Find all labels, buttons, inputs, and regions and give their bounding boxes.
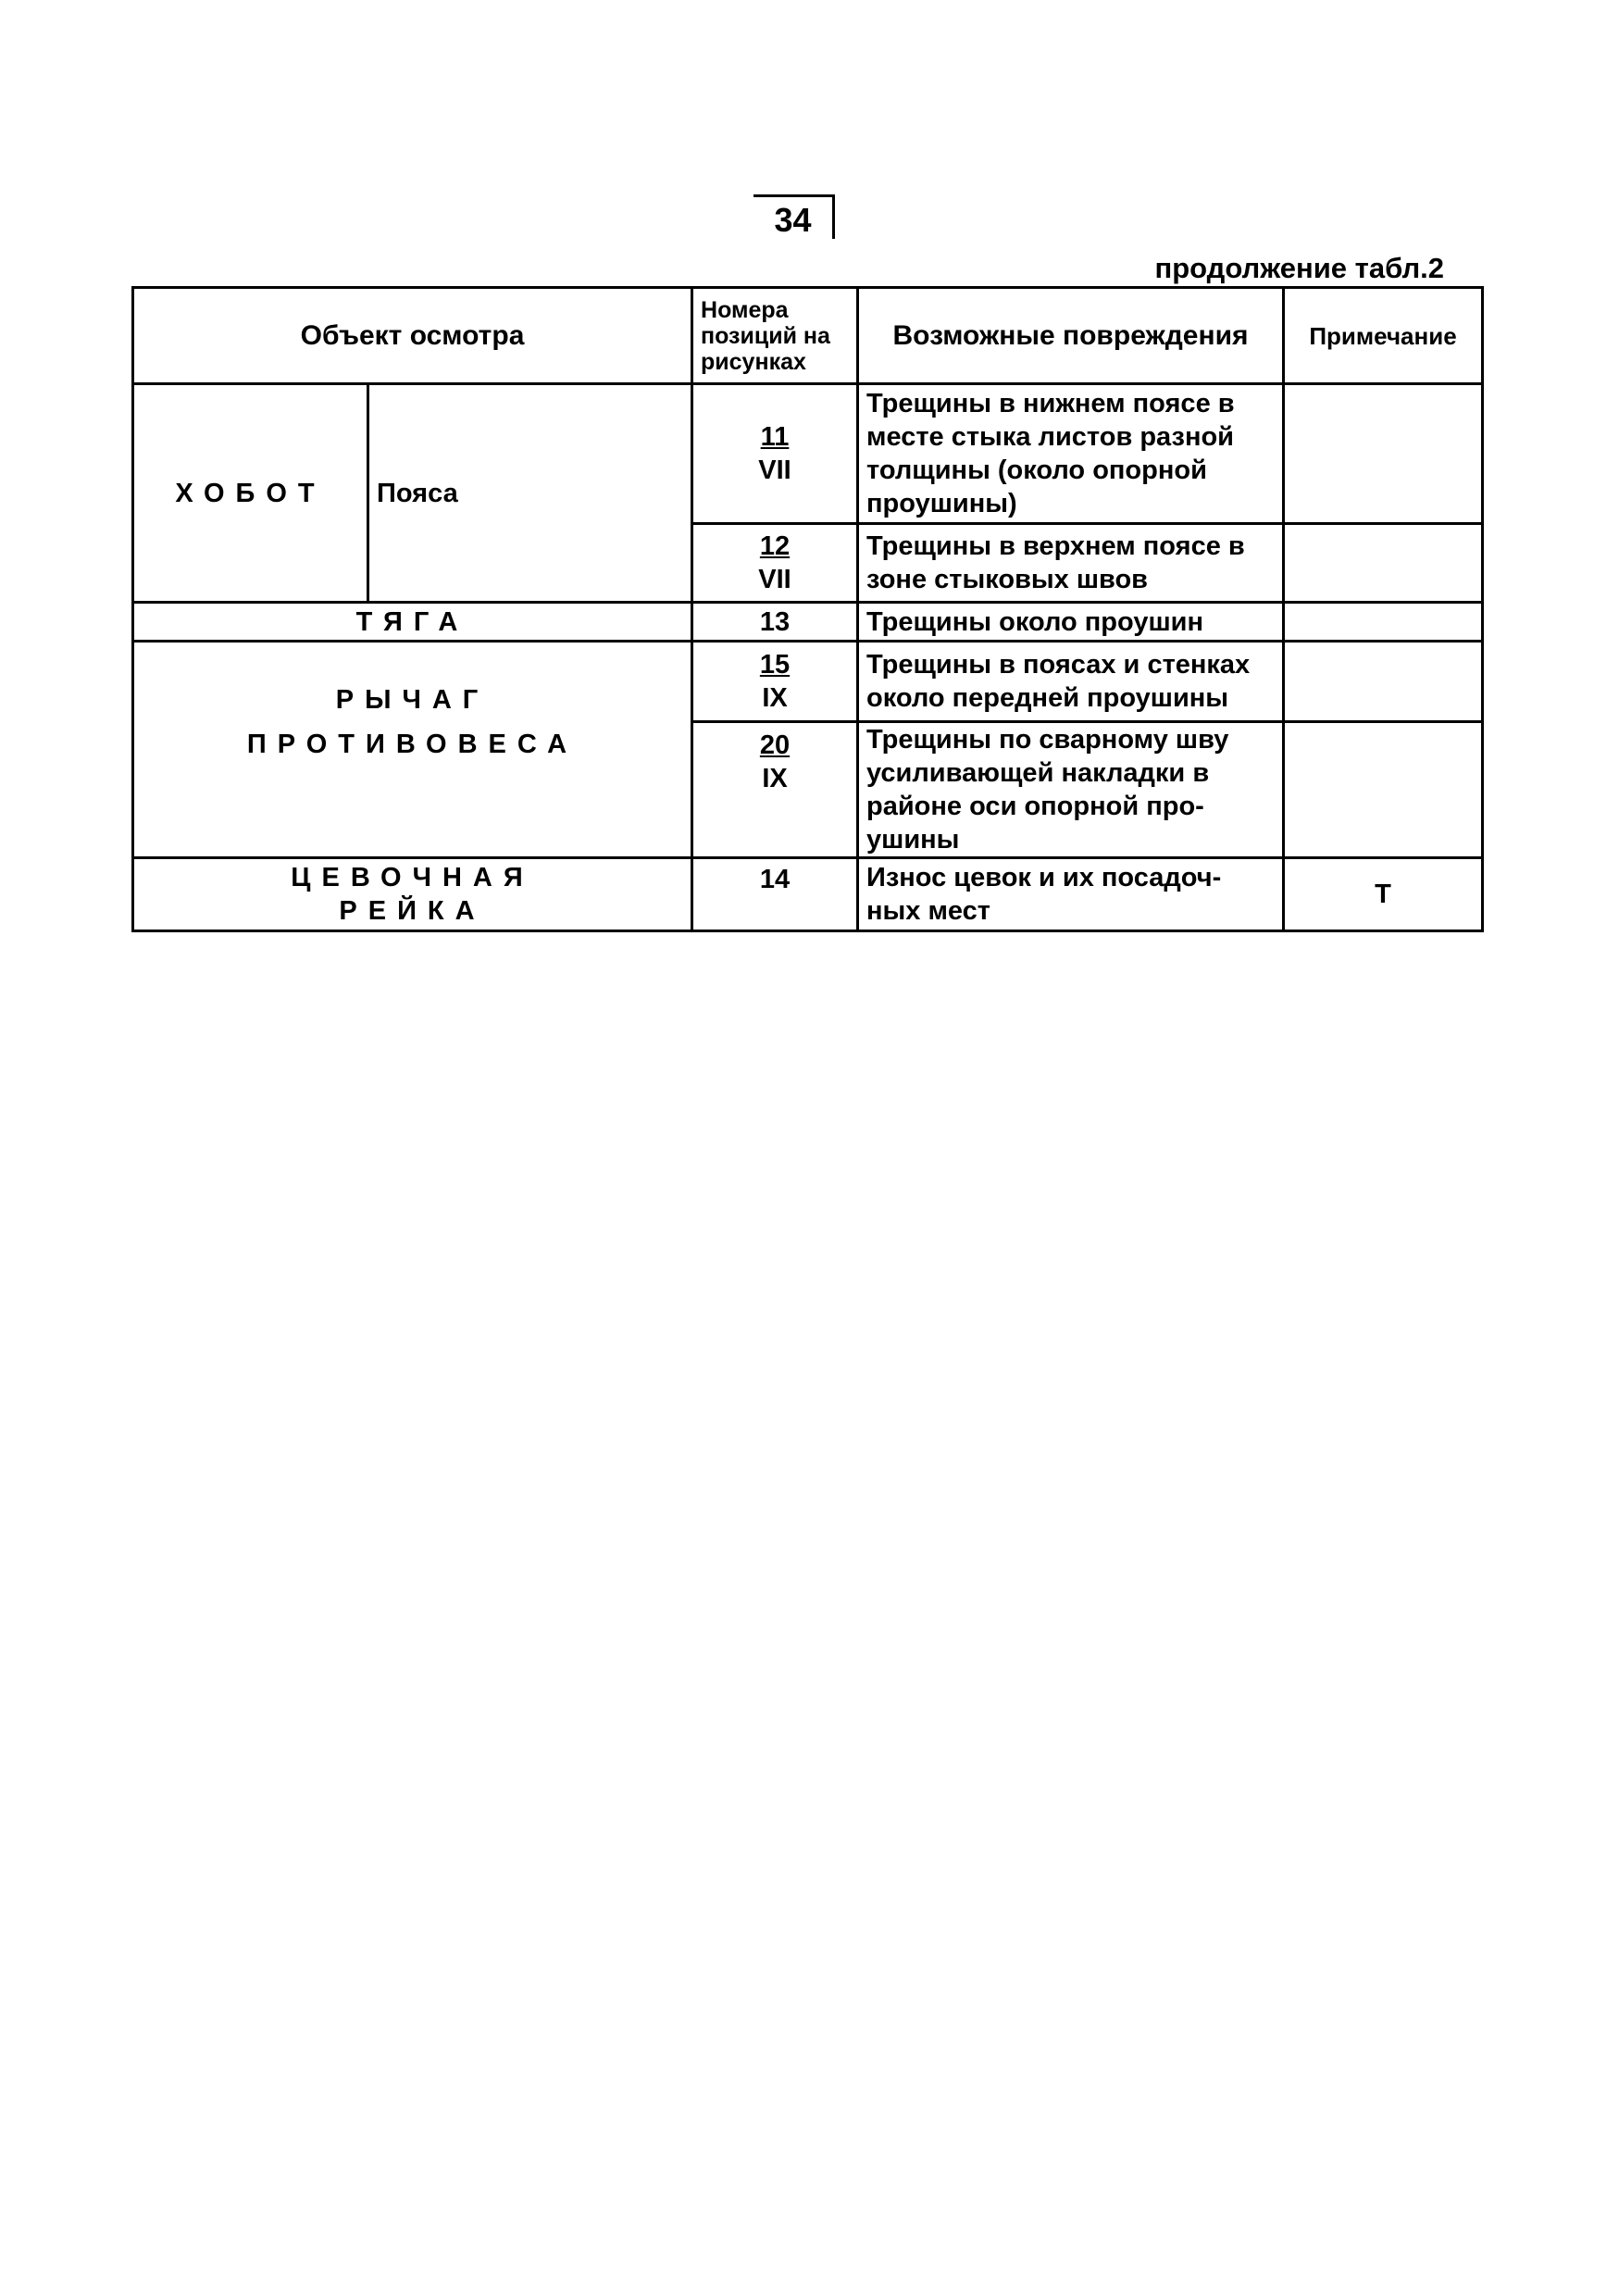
figure-number: IX <box>762 683 788 713</box>
damage-cell: Трещины около проушин <box>858 603 1284 642</box>
note-cell: Т <box>1284 858 1483 931</box>
position-cell <box>692 384 858 524</box>
object-cell <box>133 858 692 931</box>
header-damage: Возможные повреждения <box>858 288 1284 384</box>
object-cell: ХОБОТ <box>133 384 368 603</box>
subobject-cell: Пояса <box>368 384 692 603</box>
table-row <box>133 603 1483 642</box>
inspection-table <box>131 286 1484 932</box>
note-cell <box>1284 642 1483 722</box>
table-row <box>133 384 1483 524</box>
damage-cell: Трещины в верхнем поясе в зоне стыковых швов <box>858 524 1284 603</box>
position-number: 12 <box>759 531 791 561</box>
figure-number: VII <box>758 565 791 594</box>
position-cell <box>692 524 858 603</box>
table-row <box>133 642 1483 722</box>
position-cell <box>692 642 858 722</box>
damage-cell: Износ цевок и их посадоч-ных мест <box>858 858 1284 931</box>
page-number: 34 <box>753 194 835 239</box>
object-line: РЫЧАГ <box>335 685 490 715</box>
header-note: Примечание <box>1284 288 1483 384</box>
position-number: 20 <box>759 730 791 760</box>
note-cell <box>1284 722 1483 858</box>
note-cell <box>1284 384 1483 524</box>
position-cell: 13 <box>692 603 858 642</box>
object-line: РЕЙКА <box>339 896 486 926</box>
object-line: ПРОТИВОВЕСА <box>246 730 579 759</box>
table-row <box>133 858 1483 931</box>
table-continuation-label: продолжение табл.2 <box>1154 252 1444 284</box>
figure-number: VII <box>758 455 791 485</box>
damage-cell: Трещины в поясах и стенках около передней проушины <box>858 642 1284 722</box>
object-line: ЦЕВОЧНАЯ <box>291 863 534 892</box>
position-number: 15 <box>759 650 791 680</box>
header-positions: Номера позиций на рисунках <box>692 288 858 384</box>
table-header-row <box>133 288 1483 384</box>
position-number: 11 <box>760 422 790 452</box>
object-cell <box>133 642 692 858</box>
figure-number: IX <box>762 764 788 793</box>
position-cell: 14 <box>692 858 858 931</box>
position-cell <box>692 722 858 858</box>
note-cell <box>1284 524 1483 603</box>
damage-cell: Трещины в нижнем поясе в месте стыка листов разной толщины (около опорной проушины) <box>858 384 1284 524</box>
header-object: Объект осмотра <box>133 288 692 384</box>
note-cell <box>1284 603 1483 642</box>
damage-cell: Трещины по сварному шву усиливающей накладки в районе оси опорной про-ушины <box>858 722 1284 858</box>
object-cell: ТЯГА <box>133 603 692 642</box>
